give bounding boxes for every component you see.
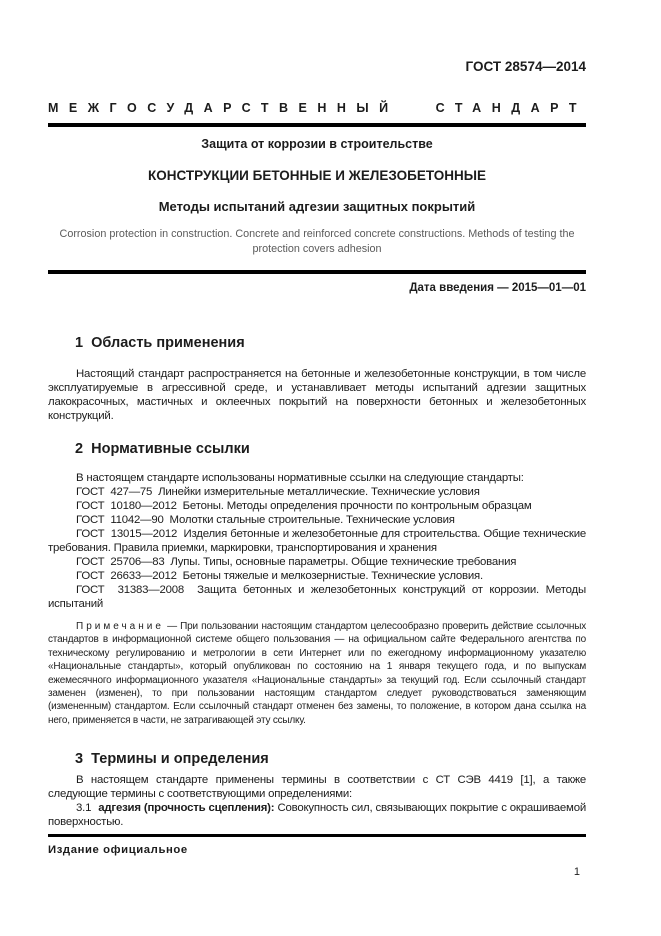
edition-note: Издание официальное [48,844,188,857]
note-label: Примечание [76,621,164,632]
page-number: 1 [573,866,580,879]
title-rule [48,270,586,274]
reference-item: ГОСТ 10180—2012 Бетоны. Методы определения прочности по контрольным образцам [76,500,532,512]
reference-item: ГОСТ 13015—2012 Изделия бетонные и железобетонные для строительства. Общие технические требования. Правила приемки, маркировки, транспортирования и хранения [48,528,586,554]
header-rule [48,123,586,127]
reference-item: ГОСТ 31383—2008 Защита бетонных и железобетонных конструкций от коррозии. Методы испытаний [48,584,586,610]
term-number: 3.1 [76,802,92,815]
section-3-heading: 3 Термины и определения [75,751,269,768]
reference-item: ГОСТ 11042—90 Молотки стальные строительные. Технические условия [76,514,455,526]
section-2-intro: В настоящем стандарте использованы нормативные ссылки на следующие стандарты: [76,472,524,484]
section-1-body: Настоящий стандарт распространяется на бетонные и железобетонные конструкции, в том числе эксплуатируемые в агрессивной среде, и устанавливает методы испытаний адгезии защитных лакокрасочных, мастичных и оклеечных покрытий на поверхности бетонных и железобетонных конструкций. [48,368,586,422]
note-text: — При пользовании настоящим стандартом целесообразно проверить действие ссылочных стандартов в информационной системе общего пользования — на официальном сайте Федерального агентства по техническому регулированию и метрологии в сети Интернет или по ежегодному информационному указателю «Национальные стандарты», который опубликован по состоянию на 1 января текущего года, и по выпускам ежемесячного информационного указателя «Национальные стандарты» за текущий год. Если ссылочный стандарт заменен (изменен), то при пользовании настоящим стандартом следует руководствоваться заменяющим (измененным) стандартом. Если ссылочный стандарт отменен без замены, то положение, в котором дана ссылка на него, применяется в части, не затрагивающей эту ссылку. [48,621,586,726]
footer-rule [48,834,586,837]
title-block [48,137,586,257]
reference-item: ГОСТ 26633—2012 Бетоны тяжелые и мелкозернистые. Технические условия. [76,570,483,582]
subtitle: Методы испытаний адгезии защитных покрытий [158,199,476,214]
term-text: Совокупность сил, связывающих покрытие с окрашиваемой поверхностью. [48,802,586,829]
section-3-intro: В настоящем стандарте применены термины в соответствии с СТ СЭВ 4419 [1], а также следующие термины с соответствующими определениями: [48,774,586,801]
section-1-heading: 1 Область применения [75,335,245,351]
term-definition [48,801,586,829]
reference-item: ГОСТ 25706—83 Лупы. Типы, основные параметры. Общие технические требования [76,556,517,568]
subject-area: Защита от коррозии в строительстве [201,137,433,151]
main-title: КОНСТРУКЦИИ БЕТОННЫЕ И ЖЕЛЕЗОБЕТОННЫЕ [148,168,486,183]
standard-type-banner: МЕЖГОСУДАРСТВЕННЫЙ СТАНДАРТ [48,101,587,115]
title-english: Corrosion protection in construction. Concrete and reinforced concrete constructions. Methods of testing the protection covers adhesion [59,228,575,255]
reference-item: ГОСТ 427—75 Линейки измерительные металлические. Технические условия [76,486,480,498]
section-2-note [48,620,586,727]
term-name: адгезия (прочность сцепления): [98,802,275,815]
doc-code: ГОСТ 28574—2014 [465,59,586,74]
effective-date: Дата введения — 2015—01—01 [409,282,586,294]
section-2-heading: 2 Нормативные ссылки [75,441,250,457]
